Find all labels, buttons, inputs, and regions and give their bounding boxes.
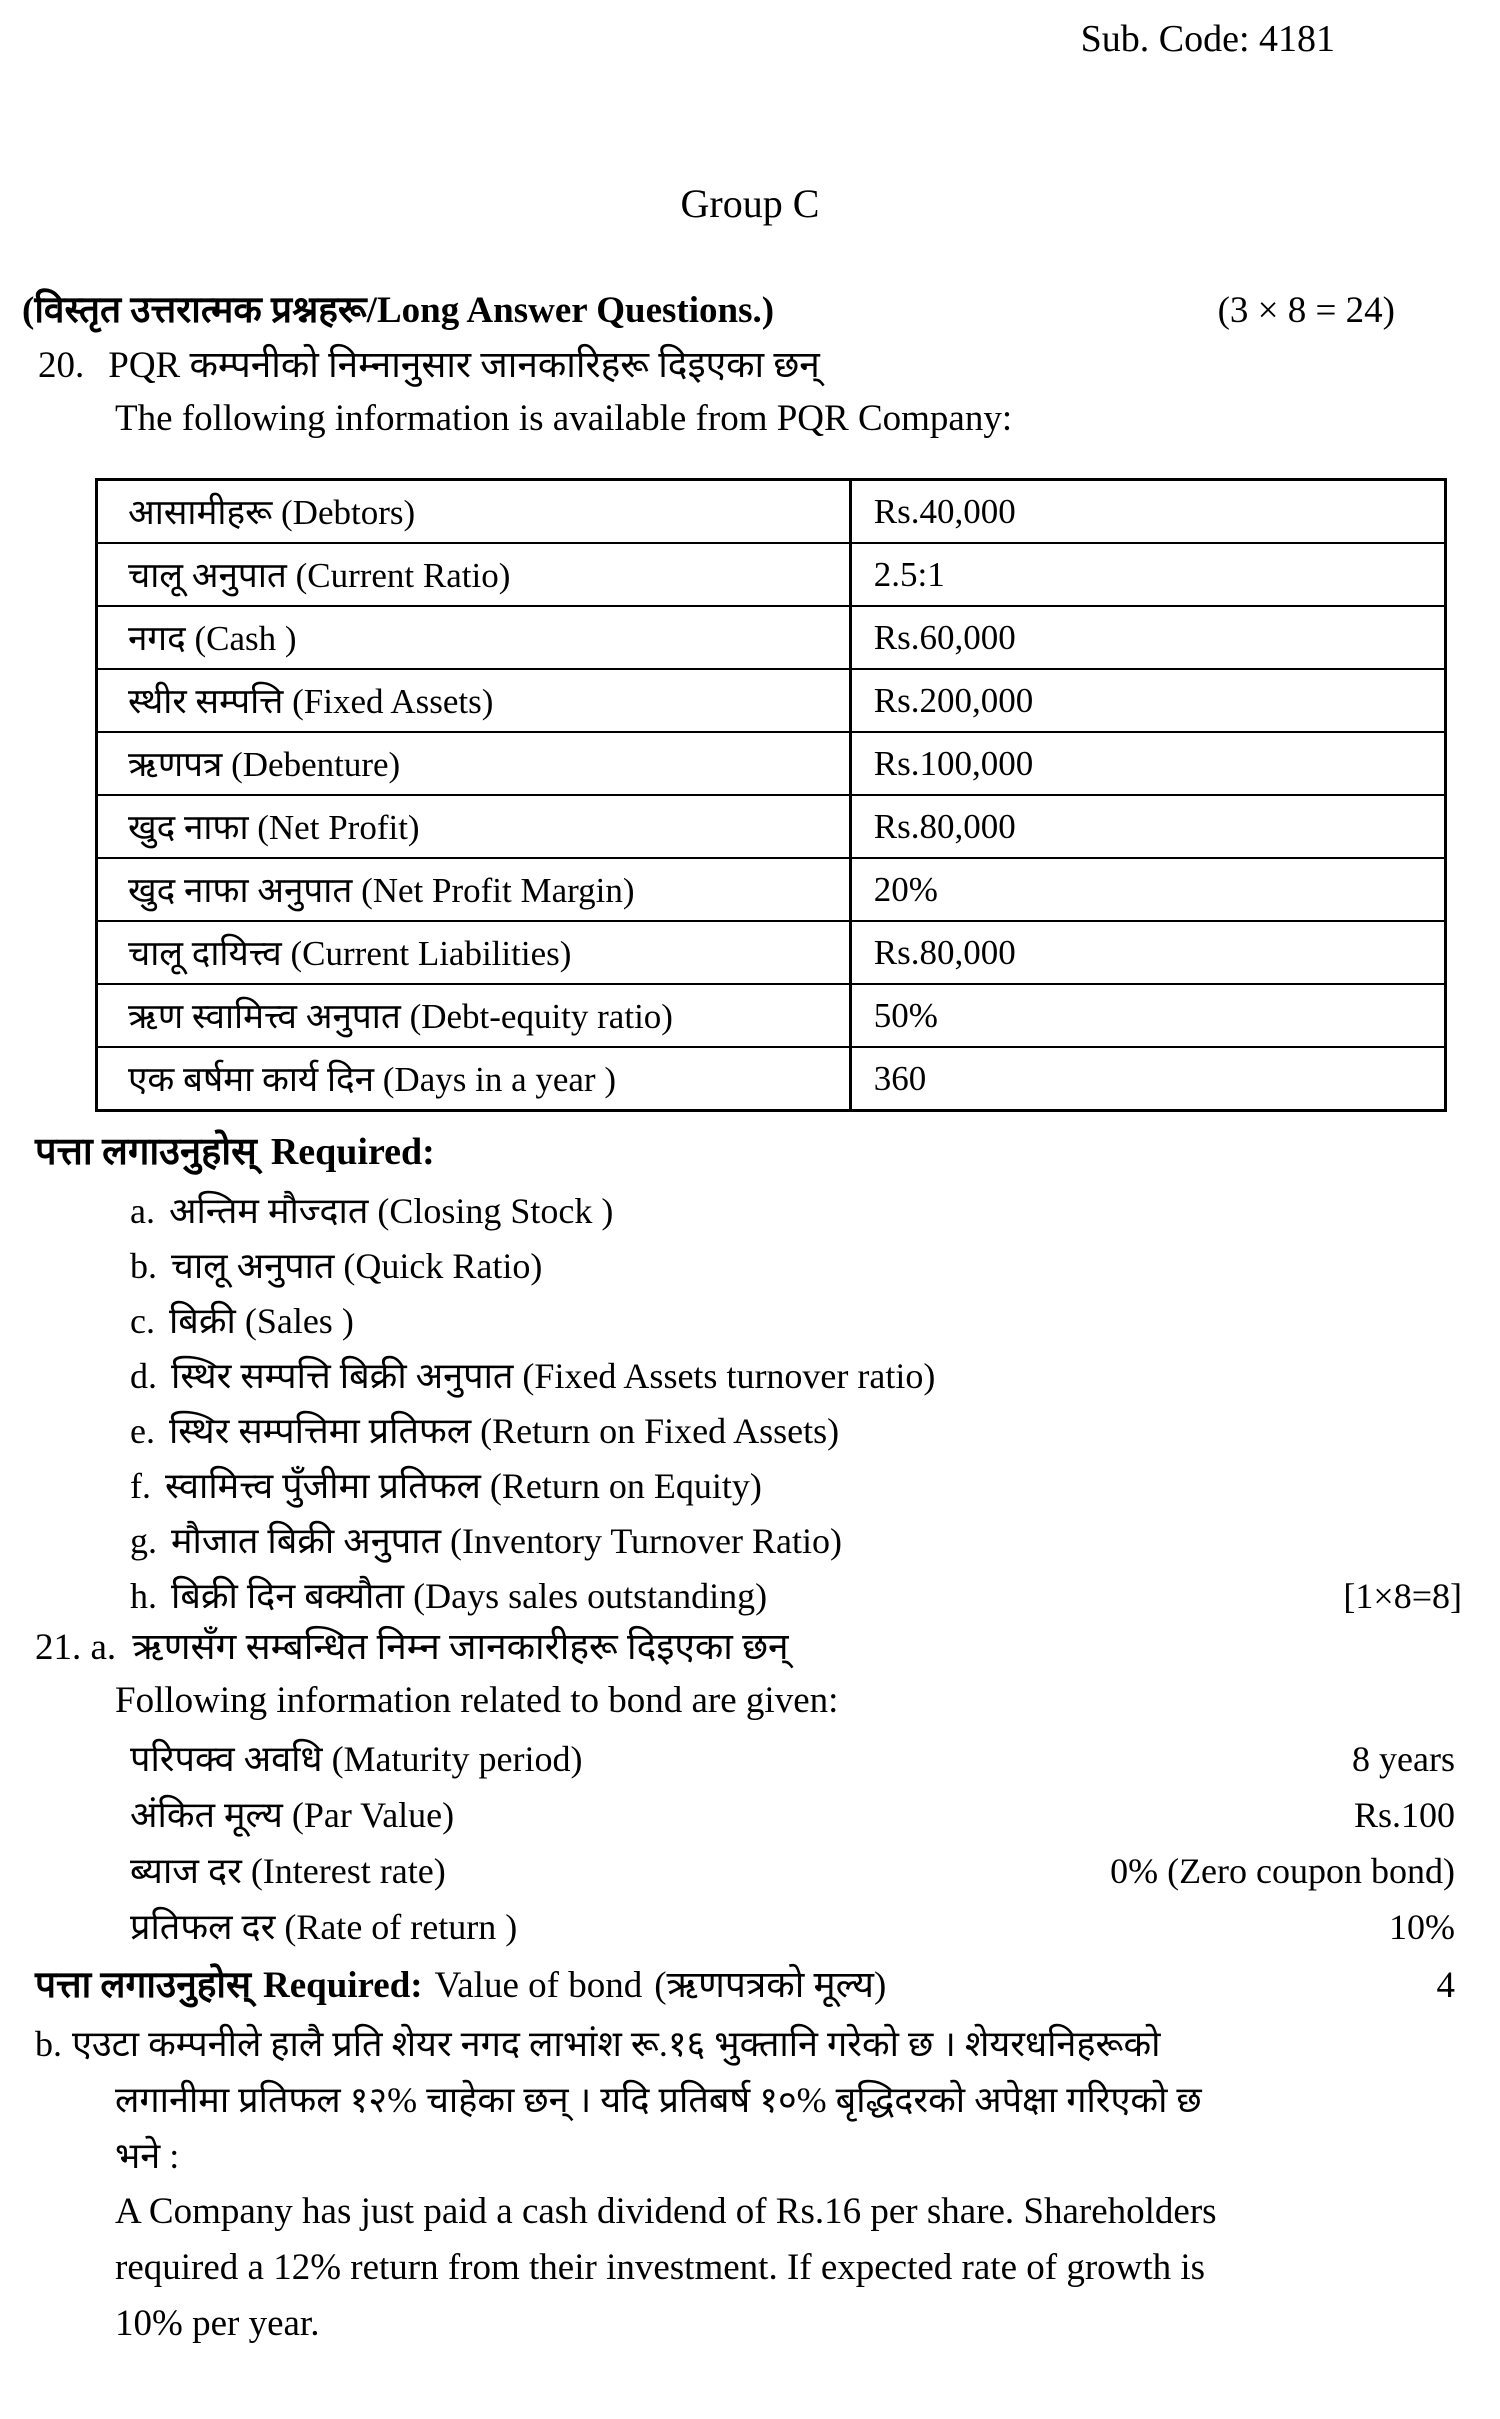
list-item-letter: a. [130,1191,155,1231]
list-item [0,1464,1500,1508]
table-row [98,542,1444,605]
question-20-nepali: PQR कम्पनीको निम्नानुसार जानकारिहरू दिइएका छन् [108,345,820,386]
q21b-nepali-line-2: लगानीमा प्रतिफल १२% चाहेका छन् । यदि प्रतिबर्ष १०% बृद्धिदरको अपेक्षा गरिएको छ [115,2080,1202,2120]
list-item-text [130,1244,542,1288]
q21b-nepali-text-1: एउटा कम्पनीले हालै प्रति शेयर नगद लाभांश रू.१६ भुक्तानि गरेको छ । शेयरधनिहरूको [72,2024,1161,2064]
table-row [98,731,1444,794]
subject-code: Sub. Code: 4181 [1080,18,1335,60]
required-line-text [35,1960,898,2012]
table-row-value: Rs.80,000 [873,806,1016,846]
section-heading-english: Long Answer Questions.) [376,290,775,331]
q21b-letter: b. [35,2024,62,2064]
list-item-text [130,1519,842,1563]
table-row [98,481,1444,542]
table-row [98,920,1444,983]
item-marks: [1×8=8] [1343,1576,1462,1616]
q21b-nepali-line-1 [0,2016,1500,2072]
table-row-value: Rs.60,000 [873,617,1016,657]
table-row-label: आसामीहरू (Debtors) [98,481,852,542]
list-item-label: अन्तिम मौज्दात (Closing Stock ) [168,1191,614,1231]
table-row [98,605,1444,668]
group-title: Group C [680,181,820,226]
required-items-list [0,1189,1500,1618]
table-row-label: चालू दायित्त्व (Current Liabilities) [98,922,852,983]
table-row-label: खुद नाफा (Net Profit) [98,796,852,857]
list-item-text [130,1409,839,1453]
table-row-value: 50% [873,995,938,1035]
list-item-letter: c. [130,1301,155,1341]
list-item [0,1244,1500,1288]
required-line-nepali: पत्ता लगाउनुहोस् [35,1965,251,2006]
info-row-label: ब्याज दर (Interest rate) [130,1851,446,1891]
question-21-nepali: ऋणसँग सम्बन्धित निम्न जानकारीहरू दिइएका छन् [132,1627,789,1668]
list-item [0,1409,1500,1453]
table-row-label: स्थीर सम्पत्ति (Fixed Assets) [98,670,852,731]
required-line-rest: Value of bond [434,1965,643,2006]
question-21-number: 21. a. [35,1627,117,1668]
table-row-value: Rs.100,000 [873,743,1034,783]
section-heading-nepali: (विस्तृत उत्तरात्मक प्रश्नहरू/ [22,290,377,331]
table-row-label: चालू अनुपात (Current Ratio) [98,544,852,605]
table-row-label: एक बर्षमा कार्य दिन (Days in a year ) [98,1048,852,1109]
list-item-label: बिक्री (Sales ) [168,1301,354,1341]
table-row-value: Rs.200,000 [873,680,1034,720]
table-row-label: ऋण स्वामित्त्व अनुपात (Debt-equity ratio) [98,985,852,1046]
list-item-label: मौजात बिक्री अनुपात (Inventory Turnover Ratio) [171,1521,842,1561]
required-line-nepali-2: (ऋणपत्रको मूल्य) [654,1965,887,2006]
list-item-label: स्थिर सम्पत्ति बिक्री अनुपात (Fixed Assets turnover ratio) [171,1356,936,1396]
list-item-letter: e. [130,1411,155,1451]
list-item-letter: b. [130,1246,157,1286]
list-item-label: बिक्री दिन बक्यौता (Days sales outstanding) [171,1576,768,1616]
section-marks: (3 × 8 = 24) [1217,290,1395,331]
list-item-text [130,1189,613,1233]
table-row [98,794,1444,857]
required-line-english: Required: [262,1965,423,2006]
table-row-value: Rs.40,000 [873,491,1016,531]
list-item-text [130,1464,762,1508]
table-row-value: 2.5:1 [873,554,945,594]
table-row [98,668,1444,731]
list-item [0,1519,1500,1563]
list-item-letter: d. [130,1356,157,1396]
info-row-value: 10% [1389,1907,1455,1947]
required-line-marks: 4 [1436,1965,1455,2006]
table-row [98,983,1444,1046]
question-21-statement [0,1622,1500,1674]
list-item-letter: g. [130,1521,157,1561]
list-item-text [130,1299,354,1343]
list-item-text [130,1354,935,1398]
question-20-number: 20. [38,345,85,386]
table-row [98,1046,1444,1109]
list-item-label: चालू अनुपात (Quick Ratio) [171,1246,543,1286]
q21b-english-line-3: 10% per year. [115,2303,320,2344]
list-item [0,1354,1500,1398]
info-row-label: प्रतिफल दर (Rate of return ) [130,1907,518,1947]
table-row-label: खुद नाफा अनुपात (Net Profit Margin) [98,859,852,920]
question-21-english: Following information related to bond are given: [115,1680,839,1721]
table-row-label: ऋणपत्र (Debenture) [98,733,852,794]
q21b-english-line-1: A Company has just paid a cash dividend of Rs.16 per share. Shareholders [115,2191,1217,2232]
list-item-letter: h. [130,1576,157,1616]
list-item [0,1574,1500,1618]
info-row-value: 0% (Zero coupon bond) [1110,1851,1455,1891]
info-row-label: परिपक्व अवधि (Maturity period) [130,1739,583,1779]
info-row [0,1904,1500,1950]
bond-info-list [0,1736,1500,1950]
list-item-label: स्थिर सम्पत्तिमा प्रतिफल (Return on Fixed Assets) [168,1411,840,1451]
section-heading-text [22,286,774,336]
info-row [0,1848,1500,1894]
section-heading [0,286,1500,336]
table-row-value: Rs.80,000 [873,932,1016,972]
list-item-letter: f. [130,1466,151,1506]
list-item [0,1299,1500,1343]
financial-info-table [95,478,1447,1112]
required-heading-nepali: पत्ता लगाउनुहोस् [35,1131,257,1173]
info-row [0,1792,1500,1838]
q21b-nepali-line-3: भने : [115,2136,180,2176]
table-row-label: नगद (Cash ) [98,607,852,668]
info-row-value: 8 years [1352,1739,1455,1779]
table-row-value: 20% [873,869,938,909]
list-item-label: स्वामित्त्व पुँजीमा प्रतिफल (Return on Equity) [165,1466,762,1506]
info-row [0,1736,1500,1782]
list-item-text [130,1574,767,1618]
required-line-q21 [0,1960,1500,2012]
q21b-english-line-2: required a 12% return from their investment. If expected rate of growth is [115,2247,1206,2288]
question-20-english: The following information is available from PQR Company: [115,398,1013,439]
info-row-value: Rs.100 [1353,1795,1455,1835]
question-20-statement [0,340,1500,392]
table-row [98,857,1444,920]
required-heading-english: Required: [270,1131,435,1173]
list-item [0,1189,1500,1233]
table-row-value: 360 [873,1058,927,1098]
info-row-label: अंकित मूल्य (Par Value) [130,1795,455,1835]
required-heading-q20 [0,1126,1500,1178]
